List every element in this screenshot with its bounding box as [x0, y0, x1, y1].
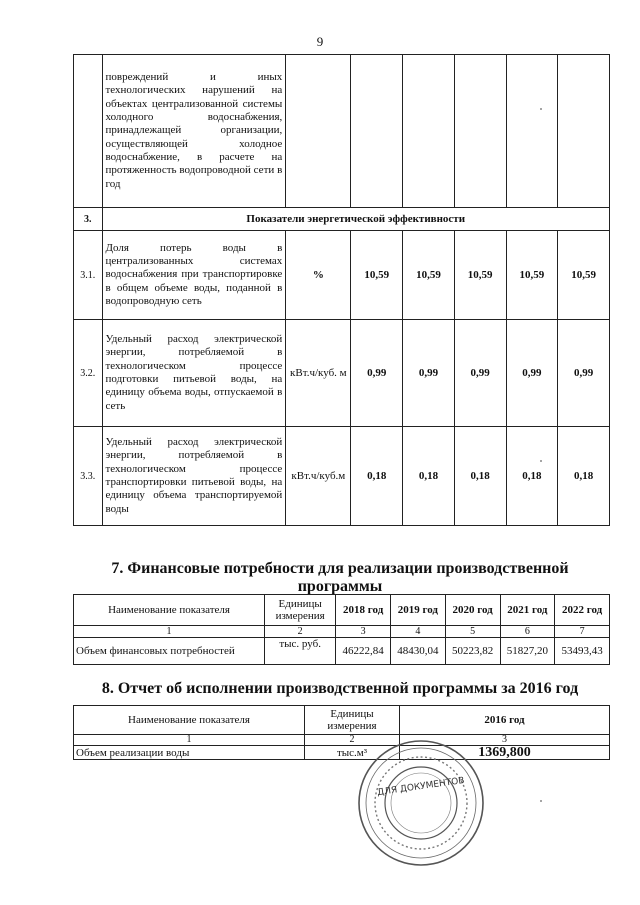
row-value: 0,99	[454, 320, 506, 427]
row-value: 53493,43	[555, 638, 610, 665]
row-value: 10,59	[506, 231, 558, 320]
row-unit: кВт.ч/куб.м	[286, 427, 351, 526]
scan-dot	[540, 800, 542, 802]
row-value: 48430,04	[391, 638, 446, 665]
row-value: 0,99	[558, 320, 610, 427]
header-unit: Единицы измерения	[305, 706, 400, 735]
row-value: 46222,84	[336, 638, 391, 665]
row-unit: тыс.м³	[305, 746, 400, 760]
row-value: 10,59	[351, 231, 403, 320]
page-number: 9	[316, 34, 324, 49]
row-value: 0,18	[506, 427, 558, 526]
index-cell: 5	[445, 626, 500, 638]
index-row	[74, 626, 610, 638]
section-number: 3.	[74, 208, 103, 231]
row-value: 0,18	[558, 427, 610, 526]
header-name: Наименование показателя	[74, 595, 265, 626]
header-year: 2020 год	[445, 595, 500, 626]
scan-dot	[540, 108, 542, 110]
row-number: 3.2.	[74, 320, 103, 427]
row-value: 10,59	[558, 231, 610, 320]
index-cell: 7	[555, 626, 610, 638]
row-unit: тыс. руб.	[265, 638, 336, 665]
index-cell: 1	[74, 735, 305, 746]
row-value: 51827,20	[500, 638, 555, 665]
index-cell: 1	[74, 626, 265, 638]
table-header-row	[74, 595, 610, 626]
header-unit: Единицы измерения	[265, 595, 336, 626]
section-8-title: 8. Отчет об исполнении производственной программы за 2016 год	[101, 680, 579, 697]
table-header-row	[74, 706, 610, 735]
index-cell: 2	[305, 735, 400, 746]
table-row	[74, 231, 610, 320]
row-value: 1369,800	[400, 746, 610, 760]
row-value: 10,59	[454, 231, 506, 320]
index-cell: 3	[336, 626, 391, 638]
header-year: 2018 год	[336, 595, 391, 626]
row-name: повреждений и иных технологических нарушений на объектах централизованной системы холодного водоснабжения, принадлежащей организации, осуществляющей холодное водоснабжение, в расчете на протяженность водопроводной сети в год	[102, 55, 286, 208]
index-cell: 4	[391, 626, 446, 638]
row-value: 0,99	[351, 320, 403, 427]
row-value: 10,59	[403, 231, 455, 320]
financial-needs-table	[73, 594, 610, 665]
report-table	[73, 705, 610, 760]
table-row	[74, 55, 610, 208]
header-year: 2019 год	[391, 595, 446, 626]
official-stamp	[356, 738, 486, 868]
header-year: 2016 год	[400, 706, 610, 735]
table-row	[74, 638, 610, 665]
row-name: Удельный расход электрической энергии, потребляемой в технологическом процессе подготовки питьевой воды, на единицу объема воды, отпускаемой в сеть	[102, 320, 286, 427]
row-value: 0,18	[454, 427, 506, 526]
row-number: 3.1.	[74, 231, 103, 320]
row-name: Объем реализации воды	[74, 746, 305, 760]
row-value: 0,99	[506, 320, 558, 427]
index-cell: 2	[265, 626, 336, 638]
header-year: 2021 год	[500, 595, 555, 626]
table-row	[74, 746, 610, 760]
row-value: 50223,82	[445, 638, 500, 665]
scan-dot	[540, 460, 542, 462]
index-row	[74, 735, 610, 746]
row-name: Удельный расход электрической энергии, потребляемой в технологическом процессе транспортировки питьевой воды, на единицу объема транспортируемой воды	[102, 427, 286, 526]
index-cell: 3	[400, 735, 610, 746]
row-value: 0,18	[403, 427, 455, 526]
index-cell: 6	[500, 626, 555, 638]
row-name: Объем финансовых потребностей	[74, 638, 265, 665]
row-unit: кВт.ч/куб. м	[286, 320, 351, 427]
stamp-text: ДЛЯ ДОКУМЕНТОВ	[376, 775, 466, 799]
row-value: 0,18	[351, 427, 403, 526]
row-unit: %	[286, 231, 351, 320]
row-name: Доля потерь воды в централизованных системах водоснабжения при транспортировке в общем объеме воды, поданной в водопроводную сеть	[102, 231, 286, 320]
section-row	[74, 208, 610, 231]
row-value: 0,99	[403, 320, 455, 427]
table-row	[74, 320, 610, 427]
indicators-table	[73, 54, 610, 526]
header-year: 2022 год	[555, 595, 610, 626]
header-name: Наименование показателя	[74, 706, 305, 735]
row-number: 3.3.	[74, 427, 103, 526]
table-row	[74, 427, 610, 526]
section-7-title: 7. Финансовые потребности для реализации производственной программы	[111, 560, 569, 595]
section-title: Показатели энергетической эффективности	[102, 208, 610, 231]
